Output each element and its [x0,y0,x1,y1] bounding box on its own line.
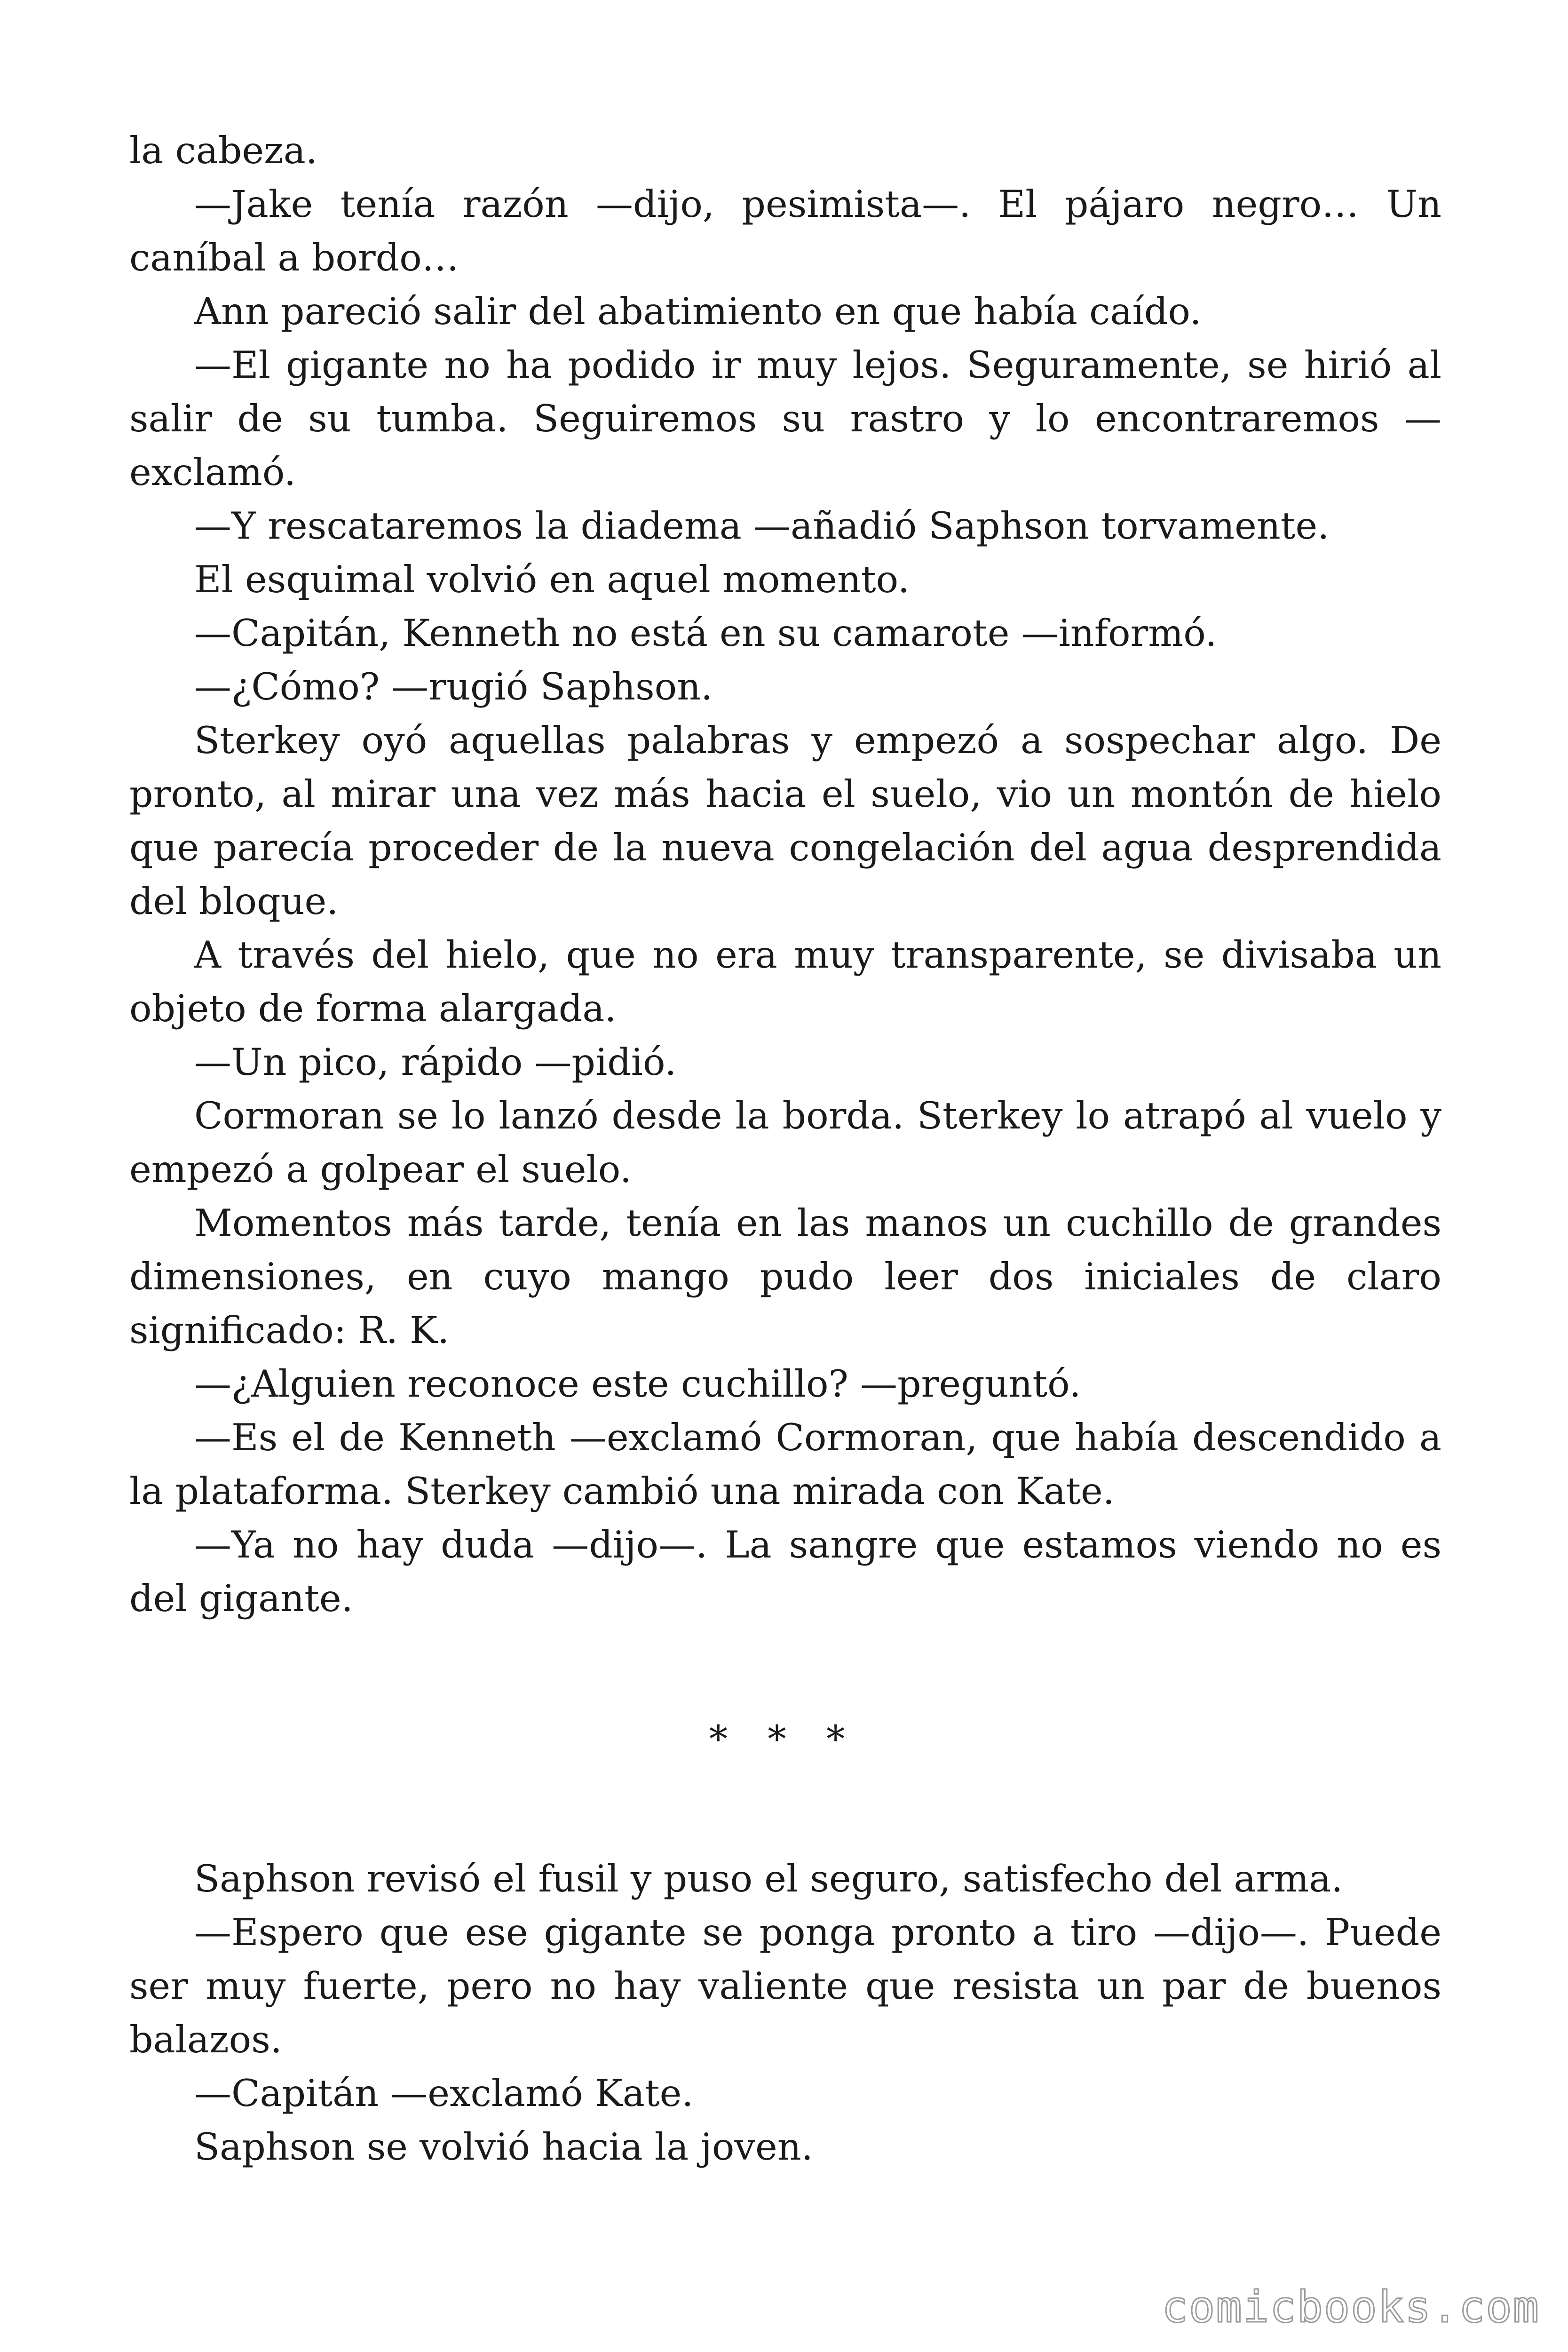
paragraph: —Y rescataremos la diadema —añadió Saphson torvamente. [194,504,1330,548]
section-separator: * * * [709,1717,859,1761]
paragraph: Momentos más tarde, tenía en las manos un cuchillo de grandes dimensiones, en cuyo mango pudo leer dos iniciales de claro significado: R. K. [129,1201,1441,1352]
paragraph: —Capitán, Kenneth no está en su camarote —informó. [194,612,1217,655]
paragraph: Saphson se volvió hacia la joven. [194,2125,813,2169]
paragraph: —¿Alguien reconoce este cuchillo? —preguntó. [194,1362,1081,1406]
paragraph: Sterkey oyó aquellas palabras y empezó a sospechar algo. De pronto, al mirar una vez más hacia el suelo, vio un montón de hielo que parecía proceder de la nueva congelación del agua desprendida del bloque. [129,719,1441,923]
paragraph: —Capitán —exclamó Kate. [194,2072,694,2115]
text-section-one [129,124,1441,1625]
site-watermark: comicbooks.com [1162,2282,1540,2332]
paragraph: —¿Cómo? —rugió Saphson. [194,665,713,708]
paragraph: Saphson revisó el fusil y puso el seguro, satisfecho del arma. [194,1857,1343,1900]
paragraph-continuation: la cabeza. [129,129,317,172]
paragraph: —Es el de Kenneth —exclamó Cormoran, que había descendido a la plataforma. Sterkey cambió una mirada con Kate. [129,1416,1441,1513]
paragraph: —El gigante no ha podido ir muy lejos. Seguramente, se hirió al salir de su tumba. Seguiremos su rastro y lo encontraremos —exclamó. [129,343,1441,494]
paragraph: Cormoran se lo lanzó desde la borda. Sterkey lo atrapó al vuelo y empezó a golpear el suelo. [129,1094,1441,1191]
paragraph: Ann pareció salir del abatimiento en que había caído. [194,290,1202,333]
paragraph: —Un pico, rápido —pidió. [194,1041,677,1084]
text-section-two [129,1852,1441,2174]
paragraph: El esquimal volvió en aquel momento. [194,558,910,601]
paragraph: —Ya no hay duda —dijo—. La sangre que estamos viendo no es del gigante. [129,1523,1441,1620]
paragraph: A través del hielo, que no era muy transparente, se divisaba un objeto de forma alargada. [129,933,1441,1030]
paragraph: —Jake tenía razón —dijo, pesimista—. El pájaro negro… Un caníbal a bordo… [129,183,1441,279]
paragraph: —Espero que ese gigante se ponga pronto a tiro —dijo—. Puede ser muy fuerte, pero no hay valiente que resista un par de buenos balazos. [129,1911,1441,2061]
